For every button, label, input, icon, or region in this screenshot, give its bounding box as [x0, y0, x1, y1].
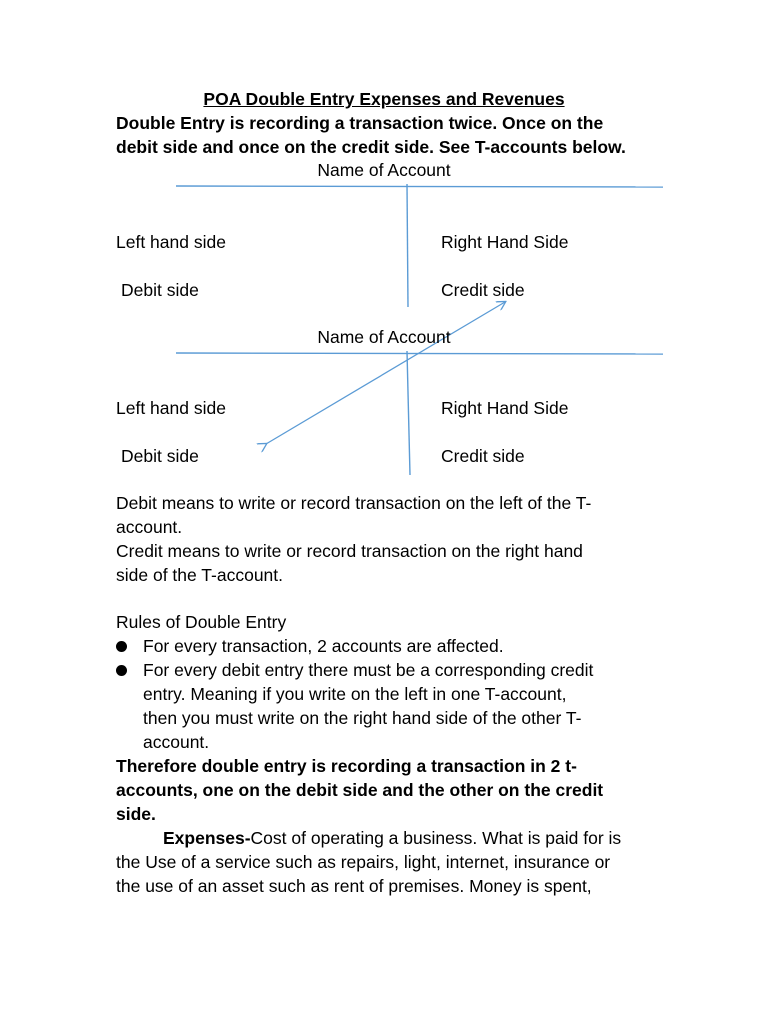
t-account-1-right-label: Right Hand Side: [441, 232, 569, 252]
t-account-2-name: Name of Account: [317, 327, 451, 347]
t-account-2-debit-label: Debit side: [121, 446, 199, 466]
intro-line-2: debit side and once on the credit side. See T-accounts below.: [116, 137, 626, 157]
rules-bullet-1-text: For every transaction, 2 accounts are affected.: [143, 636, 504, 656]
rules-bullet-2: [116, 658, 656, 754]
rules-bullet-2-line-2: entry. Meaning if you write on the left in one T-account,: [143, 684, 567, 704]
expenses-line-2: the Use of a service such as repairs, light, internet, insurance or: [116, 852, 611, 872]
debit-definition-line-2: account.: [116, 517, 183, 537]
conclusion-line-3: side.: [116, 804, 156, 824]
debit-definition-line-1: Debit means to write or record transaction on the left of the T-: [116, 493, 592, 513]
conclusion-line-2: accounts, one on the debit side and the other on the credit: [116, 780, 604, 800]
t-account-2-credit-label: Credit side: [441, 446, 525, 466]
t-account-1-top-line: [176, 186, 663, 187]
expenses-line-3: the use of an asset such as rent of premises. Money is spent,: [116, 876, 592, 896]
rules-bullet-2-line-1: For every debit entry there must be a corresponding credit: [143, 660, 594, 680]
double-arrow-connector: [266, 302, 505, 444]
expenses-paragraph: [116, 826, 656, 898]
rules-section: [116, 610, 656, 754]
page-title: POA Double Entry Expenses and Revenues: [203, 89, 565, 109]
conclusion-paragraph: [116, 754, 656, 826]
t-account-1-divider: [407, 184, 408, 307]
t-account-1-credit-label: Credit side: [441, 280, 525, 300]
credit-definition-line-2: side of the T-account.: [116, 565, 284, 585]
rules-heading: Rules of Double Entry: [116, 612, 287, 632]
bullet-icon: [116, 641, 127, 652]
credit-definition-line-1: Credit means to write or record transaction on the right hand: [116, 541, 583, 561]
bullet-icon: [116, 665, 127, 676]
conclusion-line-1: Therefore double entry is recording a transaction in 2 t-: [116, 756, 577, 776]
t-account-1-debit-label: Debit side: [121, 280, 199, 300]
rules-bullet-2-line-4: account.: [143, 732, 210, 752]
t-account-2-right-label: Right Hand Side: [441, 398, 569, 418]
rules-bullet-2-line-3: then you must write on the right hand side of the other T-: [143, 708, 582, 728]
expenses-line-1: [116, 826, 656, 850]
t-account-1-left-label: Left hand side: [116, 232, 226, 252]
definitions-paragraph: [116, 491, 656, 587]
t-account-2-left-label: Left hand side: [116, 398, 226, 418]
expenses-line-1-text: Cost of operating a business. What is paid for is: [250, 828, 622, 848]
t-account-2-divider: [407, 351, 410, 475]
expenses-term: Expenses-: [163, 828, 251, 848]
intro-line-1: Double Entry is recording a transaction twice. Once on the: [116, 113, 604, 133]
t-account-1-name: Name of Account: [317, 160, 451, 180]
rules-bullet-1: [116, 634, 656, 658]
